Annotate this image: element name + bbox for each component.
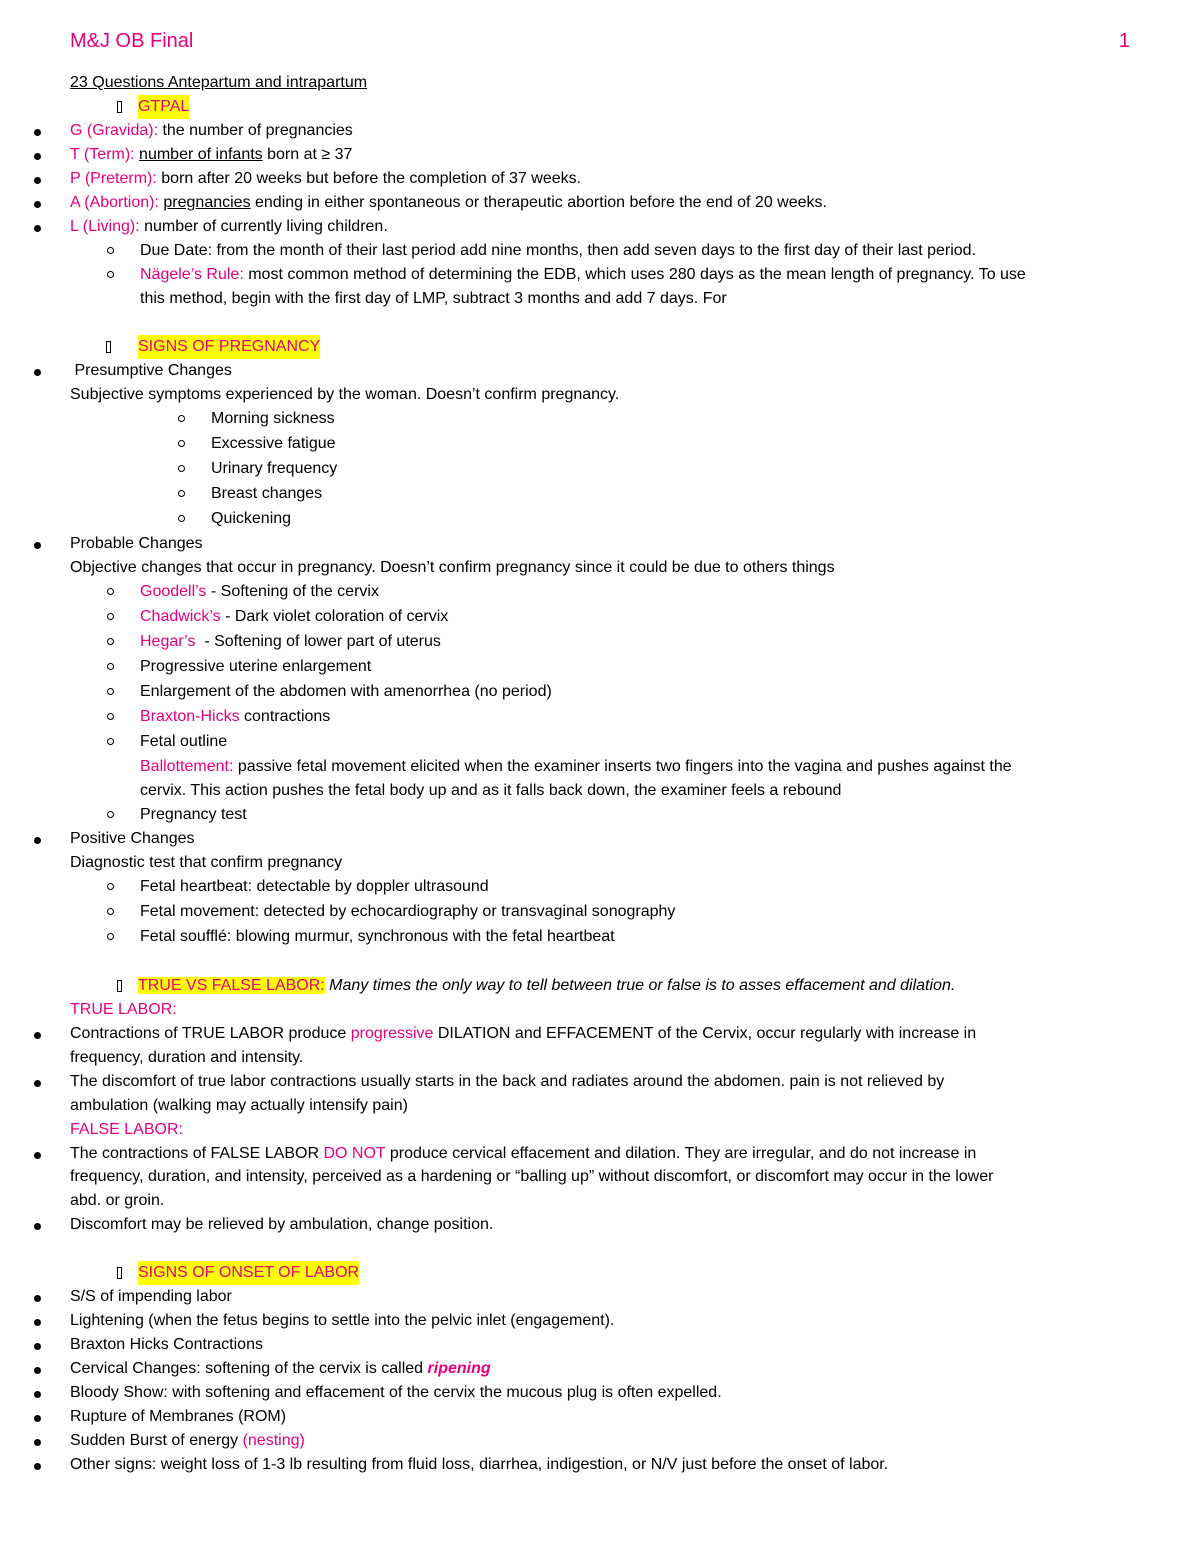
sub-item-text: Morning sickness [211,410,335,427]
term-underline: pregnancies [163,194,251,211]
text: Other signs: weight loss of 1-3 lb resulting from fluid loss, diarrhea, indigestion, or N/V just before the onset of labor. [70,1456,889,1473]
sub-item-text: Enlargement of the abdomen with amenorrhea (no period) [140,683,552,700]
circle-bullet-icon [107,688,114,695]
text-continued: abd. or groin. [70,1192,165,1209]
circle-bullet-icon [107,638,114,645]
bullet-icon [34,1391,41,1398]
sub-item-text: Progressive uterine enlargement [140,658,372,675]
bullet-icon [34,1319,41,1326]
term-label: Hegar’s [140,633,196,650]
sub-item-text: Excessive fatigue [211,435,336,452]
text: Rupture of Membranes (ROM) [70,1408,287,1425]
term-text: most common method of determining the EDB, which uses 280 days as the mean length of pregnancy. To use [243,266,1026,283]
document-title: M&J OB Final [70,30,194,52]
term-text-continued: cervix. This action pushes the fetal body up and as it falls back down, the examiner feels a rebound [140,782,842,799]
term-label: A (Abortion): [70,194,159,211]
bullet-icon [34,1415,41,1422]
term-label: Nägele’s Rule: [140,266,244,283]
text: Sudden Burst of energy [70,1432,243,1449]
emphasis-text: DO NOT [323,1145,386,1162]
bullet-icon [34,201,41,208]
square-bullet-icon [106,341,111,353]
text: Braxton Hicks Contractions [70,1336,263,1353]
bullet-icon [34,837,41,844]
term-label: P (Preterm): [70,170,157,187]
text: The discomfort of true labor contractions usually starts in the back and radiates around the abdomen. pain is not relieved by [70,1073,945,1090]
circle-bullet-icon [107,908,114,915]
term-label: G (Gravida): [70,122,159,139]
text: Contractions of TRUE LABOR produce [70,1025,351,1042]
circle-bullet-icon [107,271,114,278]
circle-bullet-icon [107,933,114,940]
term-label: T (Term): [70,146,135,163]
labor-heading-note: Many times the only way to tell between true or false is to asses effacement and dilation. [324,977,956,994]
term-text: the number of pregnancies [158,122,353,139]
true-labor-label: TRUE LABOR: [70,1001,177,1018]
square-bullet-icon [117,980,122,992]
text: The contractions of FALSE LABOR [70,1145,324,1162]
bullet-icon [34,153,41,160]
text: Lightening (when the fetus begins to settle into the pelvic inlet (engagement). [70,1312,615,1329]
emphasis-text: ripening [427,1360,491,1377]
sub-item-text: Fetal movement: detected by echocardiography or transvaginal sonography [140,903,676,920]
labor-heading-row [0,974,1200,998]
term-text: number of currently living children. [139,218,388,235]
signs-heading: SIGNS OF PREGNANCY [138,335,320,359]
ballottement-line [140,755,1012,779]
circle-bullet-icon [178,465,185,472]
bullet-icon [34,1367,41,1374]
circle-bullet-icon [178,490,185,497]
term-text: born after 20 weeks but before the completion of 37 weeks. [156,170,582,187]
section-title: 23 Questions Antepartum and intrapartum [70,74,368,91]
sub-item-text: Urinary frequency [211,460,338,477]
emphasis-text: (nesting) [242,1432,305,1449]
text: Cervical Changes: softening of the cervix is called [70,1360,428,1377]
gtpal-heading: GTPAL [138,95,189,119]
term-label: L (Living): [70,218,140,235]
term-label: Braxton-Hicks [140,708,240,725]
sub-item-text: Pregnancy test [140,806,247,823]
presumptive-title: Presumptive Changes [70,362,232,379]
term-text: passive fetal movement elicited when the examiner inserts two fingers into the vagina and pushes against the [233,758,1012,775]
text: produce cervical effacement and dilation. They are irregular, and do not increase in [385,1145,977,1162]
circle-bullet-icon [107,247,114,254]
circle-bullet-icon [178,515,185,522]
bullet-icon [34,1223,41,1230]
term-text: - Dark violet coloration of cervix [220,608,449,625]
emphasis-text: progressive [350,1025,434,1042]
signs-heading-row [0,335,1200,359]
onset-heading: SIGNS OF ONSET OF LABOR [138,1261,359,1285]
square-bullet-icon [117,101,122,113]
bullet-icon [34,1463,41,1470]
circle-bullet-icon [107,883,114,890]
circle-bullet-icon [107,588,114,595]
term-text: contractions [239,708,331,725]
sub-item-text: Fetal outline [140,733,228,750]
circle-bullet-icon [107,613,114,620]
text: Discomfort may be relieved by ambulation, change position. [70,1216,494,1233]
text-continued: frequency, duration, and intensity, perceived as a hardening or “balling up” without discomfort, or discomfort may occur in the lower [70,1168,994,1185]
sub-item-text: Breast changes [211,485,323,502]
positive-desc: Diagnostic test that confirm pregnancy [70,854,343,871]
sub-item-text: Quickening [211,510,292,527]
presumptive-desc: Subjective symptoms experienced by the woman. Doesn’t confirm pregnancy. [70,386,620,403]
bullet-icon [34,1032,41,1039]
circle-bullet-icon [107,738,114,745]
bullet-icon [34,129,41,136]
sub-item-text: Fetal soufflé: blowing murmur, synchronous with the fetal heartbeat [140,928,615,945]
due-date-text: Due Date: from the month of their last period add nine months, then add seven days to the first day of their last period. [140,242,977,259]
labor-heading: TRUE VS FALSE LABOR: [138,977,325,994]
term-label: Ballottement: [140,758,234,775]
text-continued: frequency, duration and intensity. [70,1049,304,1066]
bullet-icon [34,1295,41,1302]
circle-bullet-icon [178,415,185,422]
text-continued: ambulation (walking may actually intensify pain) [70,1097,408,1114]
circle-bullet-icon [178,440,185,447]
term-text: ending in either spontaneous or therapeutic abortion before the end of 20 weeks. [250,194,827,211]
term-text: - Softening of lower part of uterus [195,633,441,650]
text: Bloody Show: with softening and effacement of the cervix the mucous plug is often expelled. [70,1384,722,1401]
false-labor-label: FALSE LABOR: [70,1121,183,1138]
bullet-icon [34,1152,41,1159]
bullet-icon [34,369,41,376]
bullet-icon [34,1439,41,1446]
bullet-icon [34,1080,41,1087]
page-number: 1 [1118,30,1130,52]
onset-heading-row [0,1261,1200,1285]
bullet-icon [34,542,41,549]
term-text-continued: this method, begin with the first day of LMP, subtract 3 months and add 7 days. For [140,290,727,307]
term-underline: number of infants [139,146,263,163]
term-label: Chadwick’s [140,608,221,625]
square-bullet-icon [117,1267,122,1279]
circle-bullet-icon [107,811,114,818]
term-text: born at ≥ 37 [262,146,353,163]
positive-title: Positive Changes [70,830,195,847]
circle-bullet-icon [107,663,114,670]
probable-desc: Objective changes that occur in pregnancy. Doesn’t confirm pregnancy since it could be due to others things [70,559,835,576]
gtpal-heading-row [0,95,1200,119]
term-text: - Softening of the cervix [206,583,379,600]
bullet-icon [34,177,41,184]
bullet-icon [34,1343,41,1350]
text: DILATION and EFFACEMENT of the Cervix, occur regularly with increase in [433,1025,977,1042]
term-label: Goodell’s [140,583,207,600]
circle-bullet-icon [107,713,114,720]
sub-item-text: Fetal heartbeat: detectable by doppler ultrasound [140,878,489,895]
bullet-icon [34,225,41,232]
probable-title: Probable Changes [70,535,203,552]
text: S/S of impending labor [70,1288,232,1305]
